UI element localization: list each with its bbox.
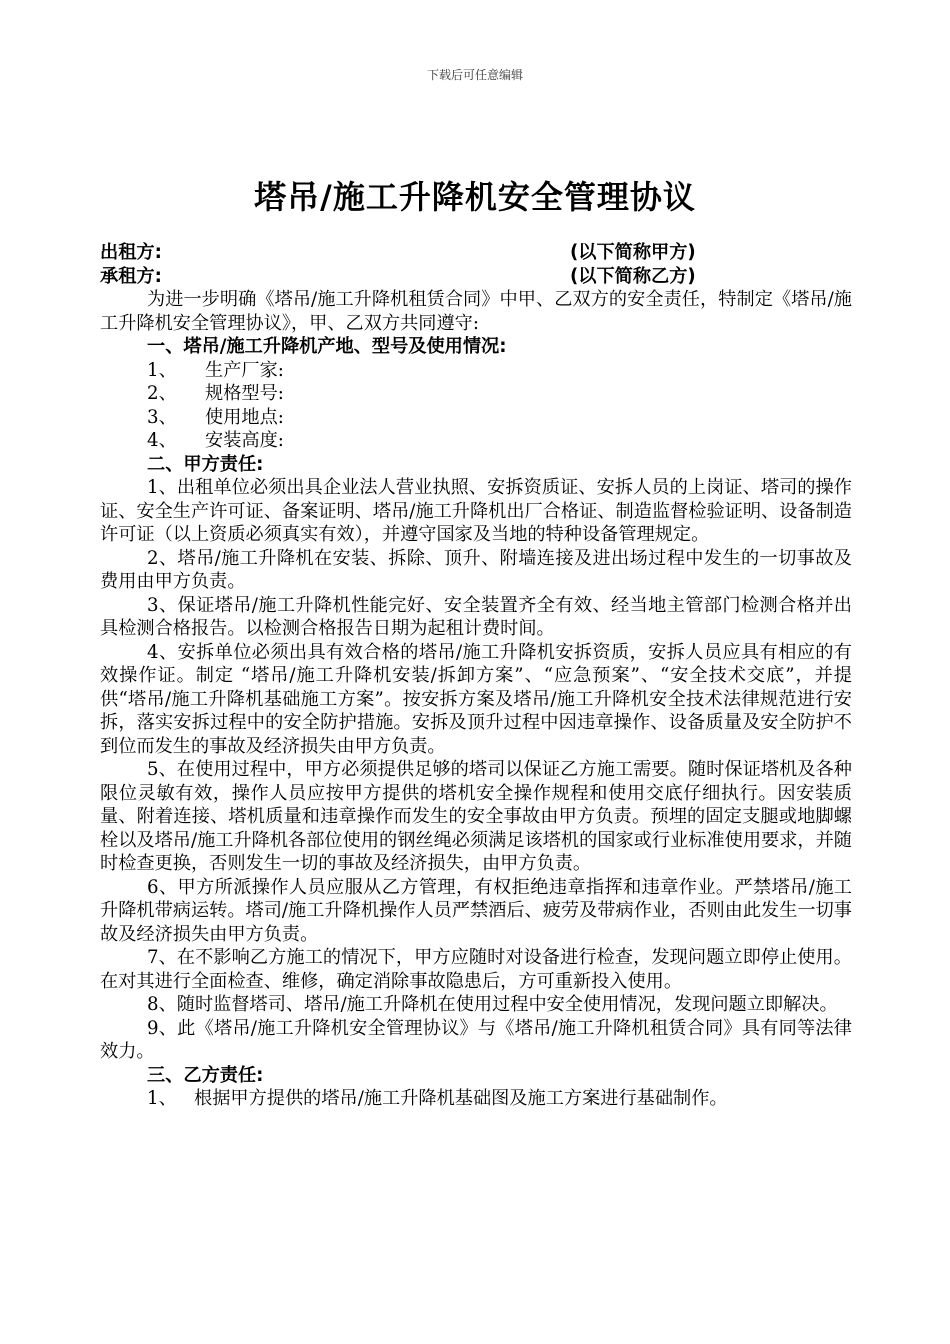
list-item (100, 359, 852, 383)
lessee-note: (以下简称乙方) (570, 265, 696, 287)
section2-paragraph: 9、此《塔吊/施工升降机安全管理协议》与《塔吊/施工升降机租赁合同》具有同等法律效力。 (100, 1017, 852, 1062)
list-item (100, 1087, 852, 1111)
section2-paragraph: 7、在不影响乙方施工的情况下，甲方应随时对设备进行检查，发现问题立即停止使用。在对其进行全面检查、维修，确定消除事故隐患后，方可重新投入使用。 (100, 947, 852, 992)
item-text: 规格型号: (205, 383, 284, 404)
section3-heading: 三、乙方责任: (147, 1064, 264, 1086)
item-number: 2、 (147, 383, 177, 404)
document-body (100, 241, 852, 1111)
party-lessee (100, 265, 852, 289)
item-number: 1、 (147, 359, 177, 381)
section2-paragraph: 4、安拆单位必须出具有效合格的塔吊/施工升降机安拆资质，安拆人员应具有相应的有效操作证。制定 “塔吊/施工升降机安装/拆卸方案”、“应急预案”、“安全技术交底”，并提供“塔吊/施工升降机基础施工方案”。按安拆方案及塔吊/施工升降机安全技术法律规范进行安拆，落实安拆过程中的安全防护措施。安拆及顶升过程中因违章操作、设备质量及安全防护不到位而发生的事故及经济损失由甲方负责。 (100, 641, 852, 757)
item-number: 3、 (147, 406, 177, 428)
item-text: 使用地点: (205, 406, 284, 428)
section2-paragraph: 1、出租单位必须出具企业法人营业执照、安拆资质证、安拆人员的上岗证、塔司的操作证、安全生产许可证、备案证明、塔吊/施工升降机出厂合格证、制造监督检验证明、设备制造许可证（以上资质必须真实有效），并遵守国家及当地的特种设备管理规定。 (100, 477, 852, 545)
section2-paragraph: 6、甲方所派操作人员应服从乙方管理，有权拒绝违章指挥和违章作业。严禁塔吊/施工升降机带病运转。塔司/施工升降机操作人员严禁酒后、疲劳及带病作业，否则由此发生一切事故及经济损失由甲方负责。 (100, 876, 852, 945)
item-text: 安装高度: (205, 430, 284, 451)
lessee-label: 承租方: (100, 265, 162, 287)
party-lessor (100, 241, 852, 265)
list-item (100, 429, 852, 453)
document-title: 塔吊/施工升降机安全管理协议 (254, 178, 696, 216)
section2-paragraph: 5、在使用过程中，甲方必须提供足够的塔司以保证乙方施工需要。随时保证塔机及各种限位灵敏有效，操作人员应按甲方提供的塔机安全操作规程和使用交底仔细执行。因安装质量、附着连接、塔机质量和违章操作而发生的安全事故由甲方负责。预埋的固定支腿或地脚螺栓以及塔吊/施工升降机各部位使用的钢丝绳必须满足该塔机的国家或行业标准使用要求，并随时检查更换，否则发生一切的事故及经济损失，由甲方负责。 (100, 759, 852, 874)
section2-heading: 二、甲方责任: (147, 453, 264, 475)
section1-heading: 一、塔吊/施工升降机产地、型号及使用情况: (147, 336, 507, 357)
section2-paragraph: 8、随时监督塔司、塔吊/施工升降机在使用过程中安全使用情况，发现问题立即解决。 (147, 994, 838, 1015)
item-text: 生产厂家: (205, 359, 284, 381)
list-item (100, 382, 852, 406)
section2-paragraph: 2、塔吊/施工升降机在安装、拆除、顶升、附墙连接及进出场过程中发生的一切事故及费用由甲方负责。 (100, 547, 852, 592)
lessor-label: 出租方: (100, 242, 162, 263)
item-text: 根据甲方提供的塔吊/施工升降机基础图及施工方案进行基础制作。 (194, 1088, 728, 1109)
item-number: 4、 (147, 430, 177, 451)
header-note: 下载后可任意编辑 (426, 68, 523, 82)
item-number: 1、 (147, 1088, 177, 1109)
section2-paragraph: 3、保证塔吊/施工升降机性能完好、安全装置齐全有效、经当地主管部门检测合格并出具检测合格报告。以检测合格报告日期为起租计费时间。 (100, 594, 852, 639)
intro-paragraph: 为进一步明确《塔吊/施工升降机租赁合同》中甲、乙双方的安全责任，特制定《塔吊/施工升降机安全管理协议》，甲、乙双方共同遵守: (100, 289, 852, 334)
lessor-note: (以下简称甲方) (570, 242, 696, 263)
list-item (100, 406, 852, 430)
